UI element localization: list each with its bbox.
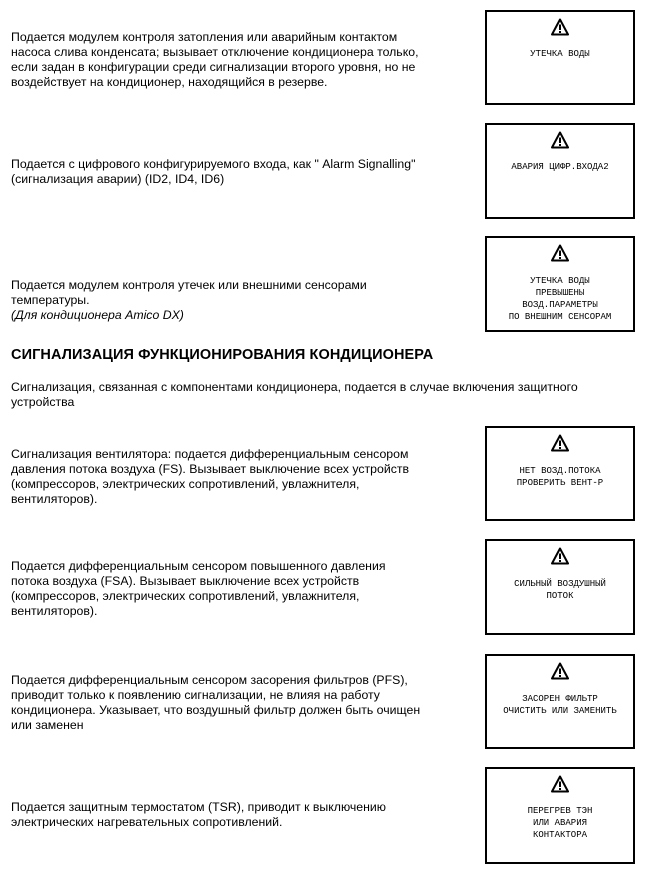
alarm-display-panel [485, 123, 635, 219]
alarm-description: Подается дифференциальным сенсором засорения фильтров (PFS), приводит только к появлению сигнализации, не влияя на работу кондиционера. Указывает, что воздушный фильтр должен быть очищен или заменен [11, 673, 421, 732]
alarm-display-text: ЗАСОРЕН ФИЛЬТР ОЧИСТИТЬ ИЛИ ЗАМЕНИТЬ [503, 694, 617, 716]
alarm-display-text: НЕТ ВОЗД.ПОТОКА ПРОВЕРИТЬ ВЕНТ-Р [516, 466, 604, 488]
warning-icon [551, 662, 569, 680]
alarm-description-text: Подается модулем контроля утечек или внешними сенсорами температуры. [11, 278, 367, 307]
warning-icon [551, 18, 569, 36]
alarm-description: Подается дифференциальным сенсором повышенного давления потока воздуха (FSA). Вызывает выключение всех устройств (компрессоров, электрических сопротивлений, увлажнителя, вентиляторов). [11, 559, 386, 618]
section-title: СИГНАЛИЗАЦИЯ ФУНКЦИОНИРОВАНИЯ КОНДИЦИОНЕРА [11, 347, 434, 363]
alarm-description: Подается защитным термостатом (TSR), приводит к выключению электрических нагревательных сопротивлений. [11, 800, 387, 829]
alarm-description: Сигнализация вентилятора: подается дифференциальным сенсором давления потока воздуха (FS). Вызывает выключение всех устройств (компрессоров, электрических сопротивлений, увлажнителя, вентиляторов). [11, 447, 410, 506]
alarm-display-panel [485, 10, 635, 105]
alarm-display-panel [485, 767, 635, 864]
alarm-display-panel [485, 236, 635, 332]
alarm-display-text: АВАРИЯ ЦИФР.ВХОДА2 [511, 162, 609, 172]
warning-icon [551, 434, 569, 452]
section-intro: Сигнализация, связанная с компонентами кондиционера, подается в случае включения защитного устройства [11, 380, 578, 409]
warning-icon [551, 131, 569, 149]
alarm-description-note: (Для кондиционера Amico DX) [11, 308, 184, 322]
alarm-display-panel [485, 426, 635, 521]
alarm-display-panel [485, 654, 635, 749]
alarm-display-text: УТЕЧКА ВОДЫ [530, 49, 590, 59]
alarm-display-panel [485, 539, 635, 635]
warning-icon [551, 244, 569, 262]
alarm-description: Подается модулем контроля затопления или аварийным контактом насоса слива конденсата; вызывает отключение кондиционера только, если задан в конфигурации среди сигнализации второго уровня, но не воздействует на кондиционер, находящийся в резерве. [11, 30, 419, 89]
alarm-display-text: УТЕЧКА ВОДЫ ПРЕВЫШЕНЫ ВОЗД.ПАРАМЕТРЫ ПО ВНЕШНИМ СЕНСОРАМ [508, 276, 612, 322]
alarm-display-text: СИЛЬНЫЙ ВОЗДУШНЫЙ ПОТОК [514, 579, 606, 601]
alarm-description: Подается с цифрового конфигурируемого входа, как " Alarm Signalling" (сигнализация аварии) (ID2, ID4, ID6) [11, 157, 416, 186]
alarm-description [11, 263, 367, 338]
alarm-display-text: ПЕРЕГРЕВ ТЭН ИЛИ АВАРИЯ КОНТАКТОРА [527, 806, 593, 840]
warning-icon [551, 547, 569, 565]
warning-icon [551, 775, 569, 793]
